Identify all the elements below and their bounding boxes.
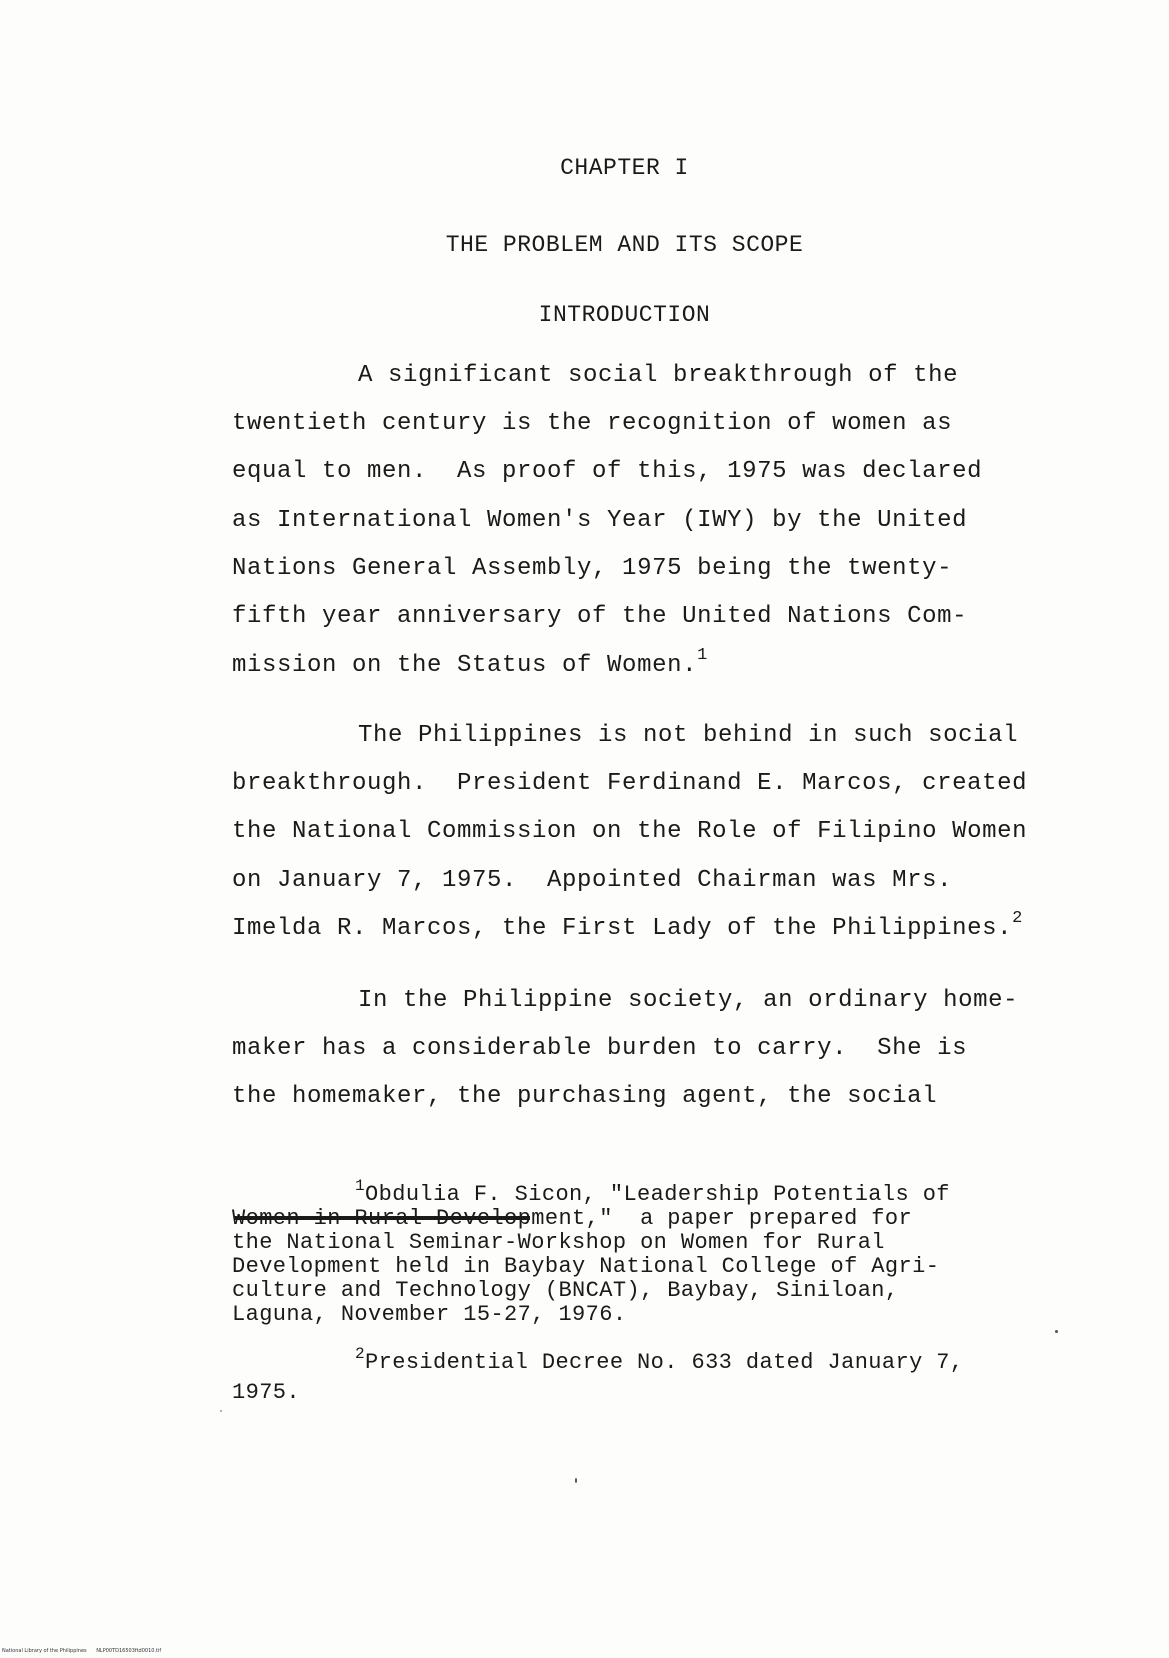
paragraph-line: maker has a considerable burden to carry. She is [232, 1035, 968, 1062]
paragraph-line: the National Commission on the Role of Filipino Women [232, 818, 1028, 845]
footnote-line: 1975. [232, 1380, 301, 1405]
footnote-line: Laguna, November 15-27, 1976. [232, 1302, 627, 1327]
paragraph-line: mission on the Status of Women. [232, 652, 698, 679]
paragraph-line: A significant social breakthrough of the [358, 362, 959, 389]
paragraph-line: breakthrough. President Ferdinand E. Marcos, created [232, 770, 1028, 797]
footnote-line: Presidential Decree No. 633 dated January 7, [365, 1350, 964, 1375]
chapter-title: THE PROBLEM AND ITS SCOPE [445, 232, 804, 258]
scan-speck [1055, 1330, 1058, 1333]
footer-file: NLP00TD16503ftd0010.tif [96, 1648, 162, 1654]
paragraph-line-with-ref [232, 909, 1023, 942]
paragraph-line: Imelda R. Marcos, the First Lady of the Philippines. [232, 915, 1013, 942]
paragraph-line: The Philippines is not behind in such social [358, 722, 1019, 749]
paragraph-line: the homemaker, the purchasing agent, the social [232, 1083, 938, 1110]
footnote-number: 1 [355, 1177, 366, 1195]
footnote-line: the National Seminar-Workshop on Women for Rural [232, 1230, 885, 1255]
paragraph-line: equal to men. As proof of this, 1975 was declared [232, 458, 983, 485]
paragraph-line: twentieth century is the recognition of women as [232, 410, 953, 437]
paragraph-line: as International Women's Year (IWY) by the United [232, 507, 968, 534]
footnote-number: 2 [355, 1345, 366, 1363]
section-heading: INTRODUCTION [538, 302, 711, 328]
footnote-ref-2: 2 [1012, 909, 1023, 928]
footnote-line: culture and Technology (BNCAT), Baybay, Siniloan, [232, 1278, 899, 1303]
footnote-line: Development held in Baybay National College of Agri- [232, 1254, 940, 1279]
footnote-line-with-num [355, 1177, 950, 1207]
footnote-line: Obdulia F. Sicon, "Leadership Potentials of [365, 1182, 950, 1207]
paragraph-line: Nations General Assembly, 1975 being the twenty- [232, 555, 953, 582]
paragraph-line: on January 7, 1975. Appointed Chairman was Mrs. [232, 867, 953, 894]
footer-library: National Library of the Philippines [2, 1648, 87, 1654]
footnote-line: Women in Rural Development," a paper prepared for [232, 1206, 913, 1231]
footnote-ref-1: 1 [697, 646, 708, 665]
scan-footer [2, 1648, 161, 1654]
scan-speck [575, 1478, 577, 1483]
scan-speck [220, 1410, 222, 1412]
paragraph-line: fifth year anniversary of the United Nations Com- [232, 603, 968, 630]
paragraph-line-with-ref [232, 646, 708, 679]
chapter-heading: CHAPTER I [560, 155, 689, 181]
paragraph-line: In the Philippine society, an ordinary home- [358, 987, 1019, 1014]
footnote-line-with-num [355, 1345, 964, 1375]
